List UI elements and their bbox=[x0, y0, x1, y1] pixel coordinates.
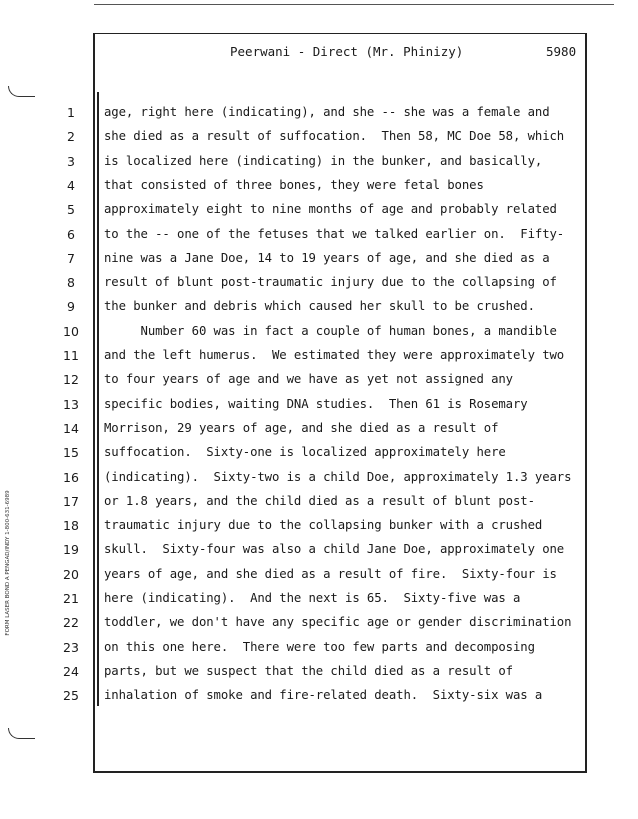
line-number: 6 bbox=[67, 226, 75, 242]
transcript-line: years of age, and she died as a result of fire. Sixty-four is bbox=[104, 566, 557, 581]
line-number: 17 bbox=[63, 493, 79, 509]
transcript-line: Morrison, 29 years of age, and she died as a result of bbox=[104, 420, 499, 435]
line-number: 19 bbox=[63, 542, 79, 558]
transcript-line: traumatic injury due to the collapsing bunker with a crushed bbox=[104, 518, 543, 533]
line-number: 25 bbox=[63, 688, 79, 704]
line-number: 20 bbox=[63, 566, 79, 582]
transcript-line: parts, but we suspect that the child died as a result of bbox=[104, 663, 513, 678]
transcript-line: the bunker and debris which caused her skull to be crushed. bbox=[104, 299, 535, 314]
transcript-line: to four years of age and we have as yet not assigned any bbox=[104, 372, 513, 387]
transcript-line: inhalation of smoke and fire-related death. Sixty-six was a bbox=[104, 688, 543, 703]
transcript-line: here (indicating). And the next is 65. Sixty-five was a bbox=[104, 591, 521, 605]
transcript-line: suffocation. Sixty-one is localized approximately here bbox=[104, 445, 506, 460]
line-number: 12 bbox=[63, 372, 79, 388]
line-number: 1 bbox=[67, 105, 75, 120]
line-number: 16 bbox=[63, 469, 79, 485]
line-number: 3 bbox=[67, 153, 75, 169]
transcript-line: skull. Sixty-four was also a child Jane Doe, approximately one bbox=[104, 542, 565, 557]
line-number: 5 bbox=[67, 202, 75, 218]
line-number: 7 bbox=[67, 250, 75, 266]
transcript-line: that consisted of three bones, they were fetal bones bbox=[104, 177, 484, 192]
page-header-title: Peerwani - Direct (Mr. Phinizy) bbox=[230, 44, 464, 59]
line-number: 10 bbox=[63, 323, 79, 339]
transcript-line: and the left humerus. We estimated they were approximately two bbox=[104, 348, 565, 362]
transcript-line: (indicating). Sixty-two is a child Doe, approximately 1.3 years bbox=[104, 469, 572, 484]
transcript-line: on this one here. There were too few parts and decomposing bbox=[104, 639, 535, 654]
binding-hole-mark bbox=[8, 86, 35, 97]
transcript-line: or 1.8 years, and the child died as a result of blunt post- bbox=[104, 493, 535, 508]
line-number: 21 bbox=[63, 591, 79, 606]
transcript-line: toddler, we don't have any specific age or gender discrimination bbox=[104, 615, 572, 630]
form-vendor-text: FORM LASER BOND A PENGAD/INDY 1-800-631-6989 bbox=[5, 490, 11, 636]
line-number: 8 bbox=[67, 275, 75, 291]
transcript-line: nine was a Jane Doe, 14 to 19 years of age, and she died as a bbox=[104, 250, 550, 265]
line-number-rule bbox=[97, 92, 99, 706]
transcript-line: age, right here (indicating), and she -- she was a female and bbox=[104, 105, 550, 119]
top-rule bbox=[94, 4, 614, 5]
line-number: 23 bbox=[63, 639, 79, 655]
transcript-line: specific bodies, waiting DNA studies. Then 61 is Rosemary bbox=[104, 396, 528, 411]
line-number: 11 bbox=[63, 348, 79, 363]
page-number: 5980 bbox=[546, 44, 577, 59]
line-number: 24 bbox=[63, 663, 79, 679]
binding-hole-mark bbox=[8, 728, 35, 739]
line-number: 9 bbox=[67, 299, 75, 315]
transcript-line: result of blunt post-traumatic injury due to the collapsing of bbox=[104, 275, 557, 290]
line-number: 2 bbox=[67, 129, 75, 145]
transcript-line: approximately eight to nine months of age and probably related bbox=[104, 202, 557, 217]
line-number: 13 bbox=[63, 396, 79, 412]
line-number: 18 bbox=[63, 518, 79, 534]
transcript-line: is localized here (indicating) in the bunker, and basically, bbox=[104, 153, 543, 168]
line-number: 15 bbox=[63, 445, 79, 461]
transcript-line: Number 60 was in fact a couple of human bones, a mandible bbox=[104, 323, 557, 338]
line-number: 22 bbox=[63, 615, 79, 631]
line-number: 4 bbox=[67, 177, 75, 193]
transcript-line: to the -- one of the fetuses that we talked earlier on. Fifty- bbox=[104, 226, 565, 241]
line-number: 14 bbox=[63, 420, 79, 436]
transcript-line: she died as a result of suffocation. Then 58, MC Doe 58, which bbox=[104, 129, 565, 144]
